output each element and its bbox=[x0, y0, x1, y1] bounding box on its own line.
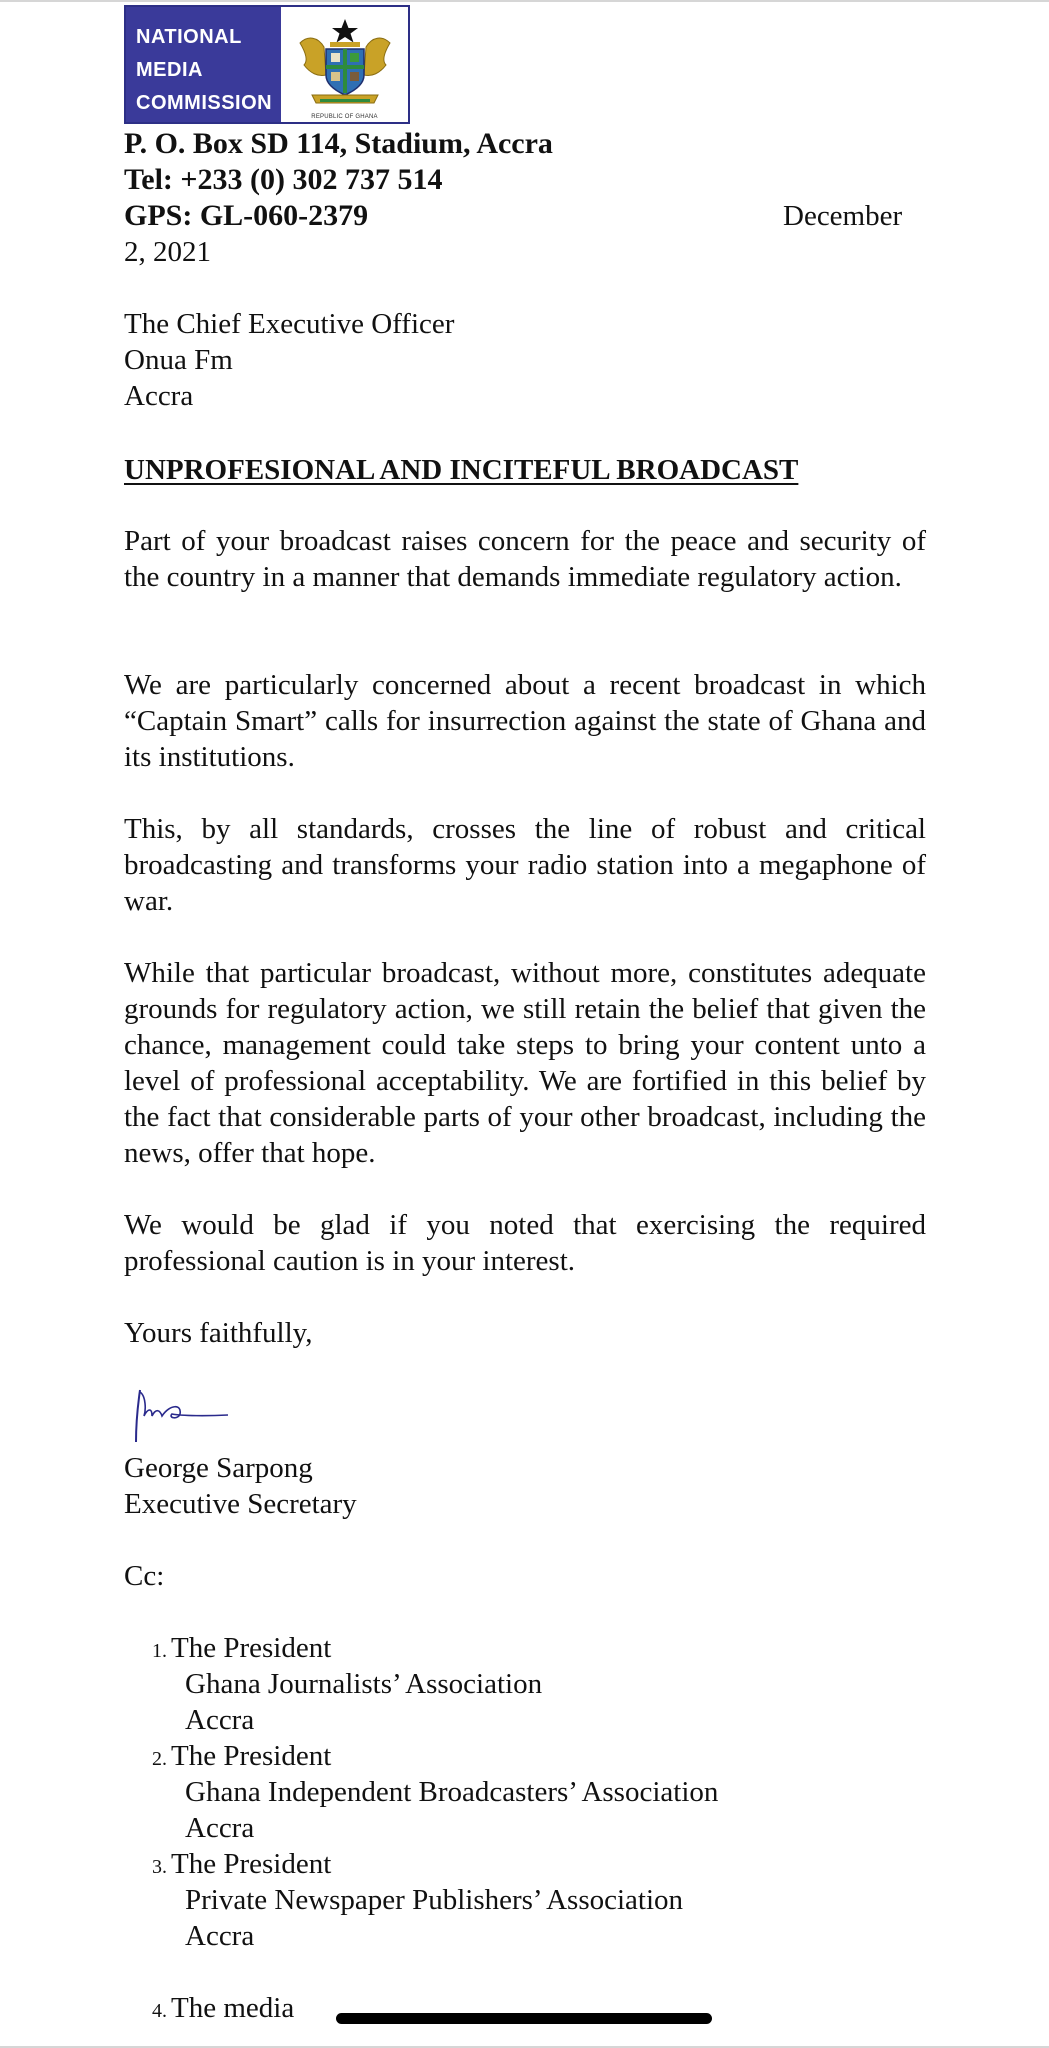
org-name-line-3: COMMISSION bbox=[136, 92, 273, 114]
cc-item-2 bbox=[152, 1738, 331, 1777]
org-name-line-2: MEDIA bbox=[136, 59, 203, 81]
address-po-box: P. O. Box SD 114, Stadium, Accra bbox=[124, 127, 553, 160]
cc-item-line-1: The President bbox=[171, 1632, 332, 1664]
cc-item-4 bbox=[152, 1990, 294, 2029]
recipient-line-3: Accra bbox=[124, 380, 194, 412]
cc-item-2-line-3: Accra bbox=[185, 1812, 255, 1844]
cc-label: Cc: bbox=[124, 1560, 165, 1592]
letter-subject: UNPROFESIONAL AND INCITEFUL BROADCAST bbox=[124, 454, 799, 486]
cc-item-1-line-2: Ghana Journalists’ Association bbox=[185, 1668, 543, 1700]
letter-date-month: December bbox=[783, 200, 903, 232]
org-name-block bbox=[126, 7, 281, 122]
crest-caption: REPUBLIC OF GHANA bbox=[311, 114, 378, 120]
cc-item-number: 3. bbox=[152, 1856, 167, 1878]
recipient-line-2: Onua Fm bbox=[124, 344, 233, 376]
recipient-line-1: The Chief Executive Officer bbox=[124, 308, 455, 340]
screen-top-border bbox=[0, 0, 1049, 2]
body-paragraph-5: We would be glad if you noted that exercising the required professional caution is in your interest. bbox=[124, 1209, 926, 1277]
body-paragraph-2: We are particularly concerned about a recent broadcast in which “Captain Smart” calls for insurrection against the state of Ghana and its institutions. bbox=[124, 669, 926, 773]
cc-item-2-line-2: Ghana Independent Broadcasters’ Association bbox=[185, 1776, 719, 1808]
cc-item-number: 4. bbox=[152, 2000, 167, 2022]
signature-image bbox=[128, 1382, 238, 1452]
letter-date-day-year: 2, 2021 bbox=[124, 236, 211, 268]
body-paragraph-4: While that particular broadcast, without more, constitutes adequate grounds for regulatory action, we still retain the belief that given the chance, management could take steps to bring your content unto a level of professional acceptability. We are fortified in this belief by the fact that considerable parts of your other broadcast, including the news, offer that hope. bbox=[124, 957, 926, 1169]
cc-item-number: 2. bbox=[152, 1748, 167, 1770]
cc-item-number: 1. bbox=[152, 1640, 167, 1662]
signatory-name: George Sarpong bbox=[124, 1452, 313, 1484]
cc-item-1-line-3: Accra bbox=[185, 1704, 255, 1736]
body-paragraph-1: Part of your broadcast raises concern for the peace and security of the country in a manner that demands immediate regulatory action. bbox=[124, 525, 926, 593]
coat-of-arms bbox=[281, 7, 408, 122]
address-tel: Tel: +233 (0) 302 737 514 bbox=[124, 163, 443, 196]
cc-item-3 bbox=[152, 1846, 331, 1885]
cc-item-line-1: The President bbox=[171, 1740, 332, 1772]
cc-item-line-1: The media bbox=[171, 1992, 295, 2024]
cc-item-line-1: The President bbox=[171, 1848, 332, 1880]
letterhead-logo bbox=[124, 5, 410, 124]
address-gps: GPS: GL-060-2379 bbox=[124, 199, 369, 232]
org-name-line-1: NATIONAL bbox=[136, 26, 242, 48]
cc-item-3-line-3: Accra bbox=[185, 1920, 255, 1952]
closing-salutation: Yours faithfully, bbox=[124, 1317, 313, 1349]
body-paragraph-3: This, by all standards, crosses the line of robust and critical broadcasting and transforms your radio station into a megaphone of war. bbox=[124, 813, 926, 917]
signatory-title: Executive Secretary bbox=[124, 1488, 357, 1520]
coat-of-arms-icon bbox=[290, 13, 400, 113]
home-indicator[interactable] bbox=[336, 2013, 712, 2024]
cc-item-1 bbox=[152, 1630, 331, 1669]
cc-item-3-line-2: Private Newspaper Publishers’ Association bbox=[185, 1884, 684, 1916]
